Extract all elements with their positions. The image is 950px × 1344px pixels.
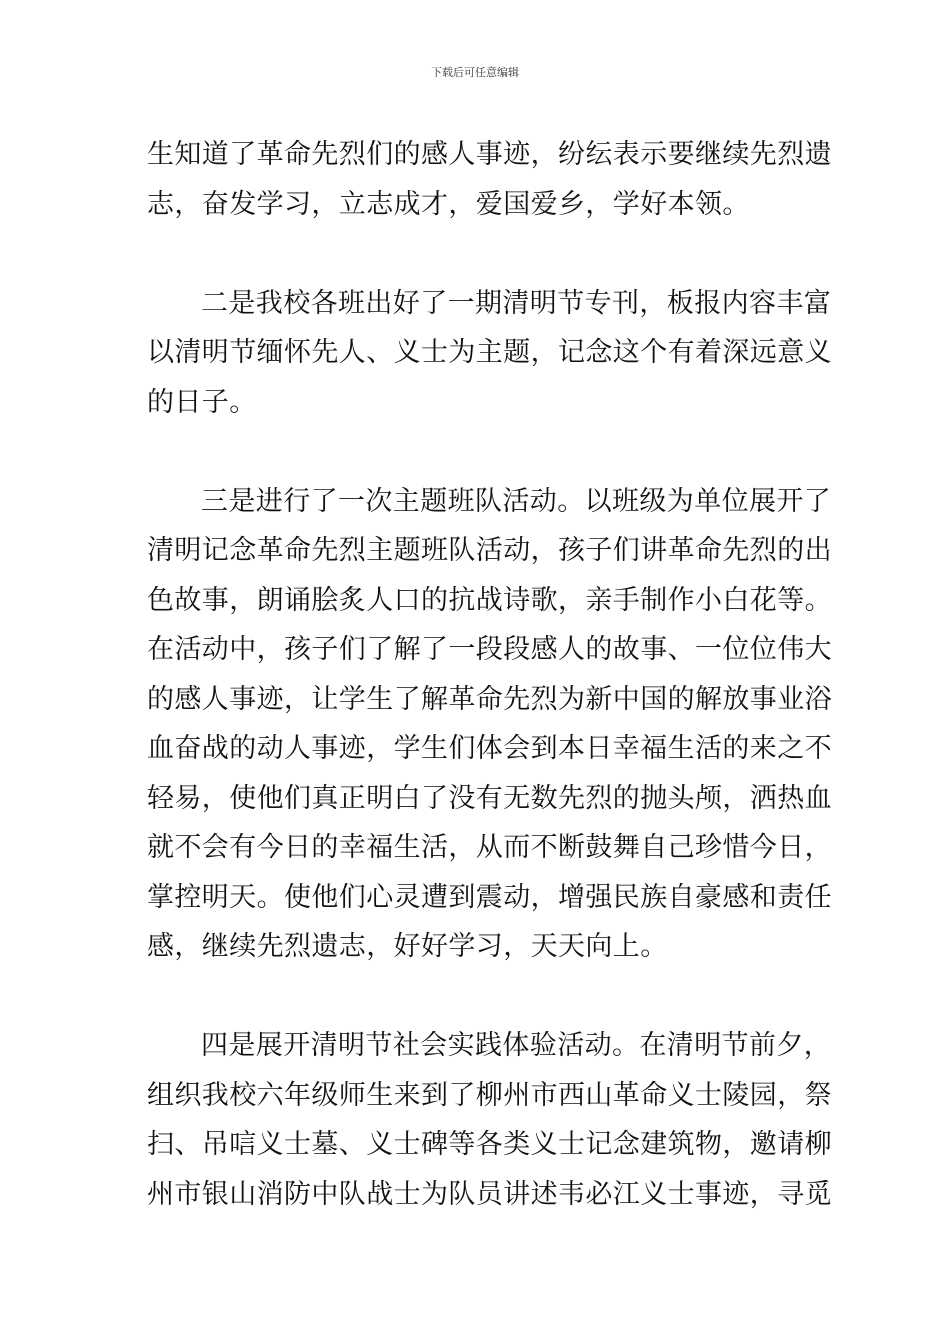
text-line: 二是我校各班出好了一期清明节专刊，板报内容丰富 bbox=[201, 287, 832, 319]
text-line: 四是展开清明节社会实践体验活动。在清明节前夕， bbox=[201, 1030, 832, 1061]
page-header: 下载后可任意编辑 bbox=[431, 66, 519, 79]
paragraph-gap bbox=[147, 972, 817, 1022]
text-line: 感，继续先烈遗志，好好学习，天天向上。 bbox=[147, 931, 668, 962]
paragraph-2 bbox=[147, 279, 832, 428]
text-line: 的日子。 bbox=[147, 386, 257, 418]
text-line: 血奋战的动人事迹，学生们体会到本日幸福生活的来之不 bbox=[147, 733, 832, 764]
paragraph-gap bbox=[147, 427, 817, 477]
text-line: 志，奋发学习，立志成才，爱国爱乡，学好本领。 bbox=[147, 188, 750, 220]
text-line: 以清明节缅怀先人、义士为主题，记念这个有着深远意义 bbox=[147, 337, 832, 368]
text-line: 轻易，使他们真正明白了没有无数先烈的抛头颅，洒热血 bbox=[147, 782, 832, 814]
text-line: 就不会有今日的幸福生活，从而不断鼓舞自己珍惜今日， bbox=[147, 832, 832, 863]
text-line: 的感人事迹，让学生了解革命先烈为新中国的解放事业浴 bbox=[147, 683, 832, 715]
text-line: 清明记念革命先烈主题班队活动，孩子们讲革命先烈的出 bbox=[147, 535, 832, 566]
text-line: 组织我校六年级师生来到了柳州市西山革命义士陵园，祭 bbox=[147, 1079, 832, 1111]
text-line: 扫、吊唁义士墓、义士碑等各类义士记念建筑物，邀请柳 bbox=[147, 1129, 832, 1160]
paragraph-4 bbox=[147, 1021, 832, 1219]
paragraph-gap bbox=[147, 229, 817, 279]
text-line: 州市银山消防中队战士为队员讲述韦必江义士事迹，寻觅 bbox=[147, 1178, 832, 1210]
text-line: 在活动中，孩子们了解了一段段感人的故事、一位位伟大 bbox=[147, 634, 832, 665]
text-line: 生知道了革命先烈们的感人事迹，纷纭表示要继续先烈遗 bbox=[147, 139, 832, 170]
text-line: 色故事，朗诵脍炙人口的抗战诗歌，亲手制作小白花等。 bbox=[147, 584, 832, 616]
text-line: 掌控明天。使他们心灵遭到震动，增强民族自豪感和责任 bbox=[147, 881, 832, 913]
paragraph-3 bbox=[147, 477, 832, 972]
paragraph-1 bbox=[147, 130, 832, 229]
text-line: 三是进行了一次主题班队活动。以班级为单位展开了 bbox=[201, 485, 832, 517]
document-body bbox=[147, 130, 832, 1219]
